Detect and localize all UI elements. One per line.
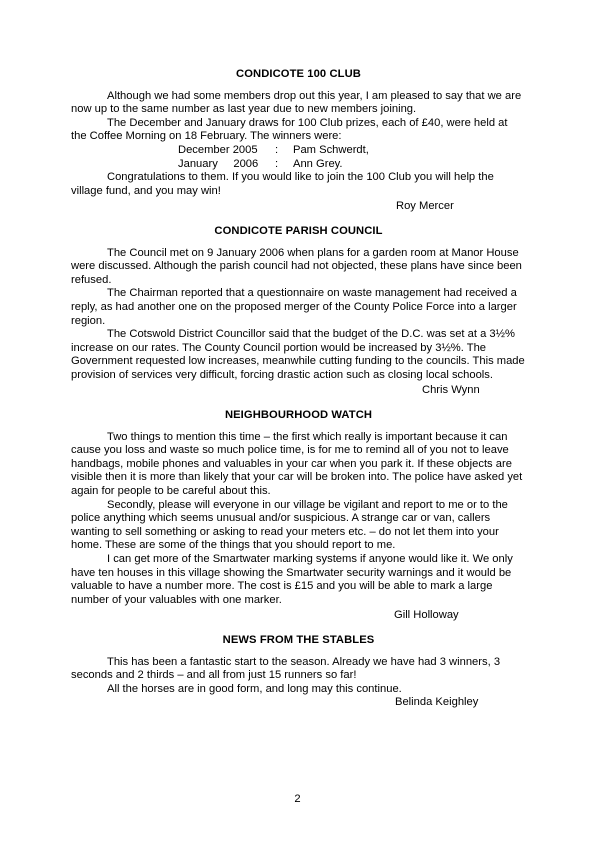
- paragraph: All the horses are in good form, and long may this continue.: [107, 682, 402, 695]
- section-100-club: [71, 68, 526, 214]
- paragraph: The December and January draws for 100 Club prizes, each of £40, were held at the Coffee Morning on 18 February. The winners were:: [71, 116, 508, 143]
- section-title: NEWS FROM THE STABLES: [222, 633, 375, 646]
- section-title: CONDICOTE 100 CLUB: [236, 68, 361, 80]
- paragraph: The Cotswold District Councillor said that the budget of the D.C. was set at a 3½% increase on our rates. The County Council portion would be increased by 3½%. The Government requested low increases, meanwhile cutting funding to the councils. This made provision of services very difficult, forcing drastic action such as closing local schools.: [71, 328, 525, 381]
- signature: Chris Wynn: [422, 384, 480, 397]
- paragraph: The Council met on 9 January 2006 when plans for a garden room at Manor House were discussed. Although the parish council had not objected, these plans have since been refused.: [71, 246, 522, 286]
- document-page: [71, 68, 526, 710]
- signature: Gill Holloway: [394, 609, 459, 622]
- winners-list: [178, 144, 526, 171]
- section-stables: [71, 634, 526, 710]
- paragraph: I can get more of the Smartwater marking systems if anyone would like it. We only have ten houses in this village showing the Smartwater security warnings and it would be valuable to have a number more. The cost is £15 and you will be able to mark a large number of your valuables with one marker.: [71, 553, 513, 606]
- paragraph: Although we had some members drop out this year, I am pleased to say that we are now up to the same number as last year due to new members joining.: [71, 89, 522, 116]
- paragraph: This has been a fantastic start to the season. Already we have had 3 winners, 3 seconds and 2 thirds – and all from just 15 runners so far!: [71, 655, 501, 682]
- paragraph: The Chairman reported that a questionnaire on waste management had received a reply, as had another one on the proposed merger of the County Police Force into a larger region.: [71, 287, 517, 327]
- winner-separator: :: [275, 143, 279, 156]
- section-title: CONDICOTE PARISH COUNCIL: [214, 224, 383, 237]
- section-parish-council: [71, 225, 526, 398]
- winner-name: Pam Schwerdt,: [293, 143, 369, 156]
- signature: Belinda Keighley: [395, 696, 479, 709]
- winner-draw: January 2006: [178, 157, 259, 170]
- winner-row: [178, 158, 526, 172]
- section-neighbourhood-watch: [71, 409, 526, 623]
- paragraph: Two things to mention this time – the first which really is important because it can cause you loss and waste so much police time, is for me to remind all of you not to leave handbags, mobile phones and valuables in your car when you park it. If these objects are visible then it is more than likely that your car will be broken into. The police have asked yet again for people to be careful about this.: [71, 430, 523, 498]
- winner-row: [178, 144, 526, 158]
- signature: Roy Mercer: [396, 200, 454, 213]
- winner-name: Ann Grey.: [293, 157, 343, 170]
- paragraph: Secondly, please will everyone in our village be vigilant and report to me or to the police anything which seems unusual and/or suspicious. A strange car or van, callers wanting to sell something or asking to read your meters etc. – do not let them into your home. These are some of the things that you should report to me.: [71, 498, 508, 552]
- winner-separator: :: [275, 157, 279, 170]
- winner-draw: December 2005: [178, 143, 258, 156]
- section-title: NEIGHBOURHOOD WATCH: [224, 409, 373, 422]
- paragraph: Congratulations to them. If you would like to join the 100 Club you will help the village fund, and you may win!: [71, 171, 494, 197]
- page-number: 2: [294, 793, 301, 805]
